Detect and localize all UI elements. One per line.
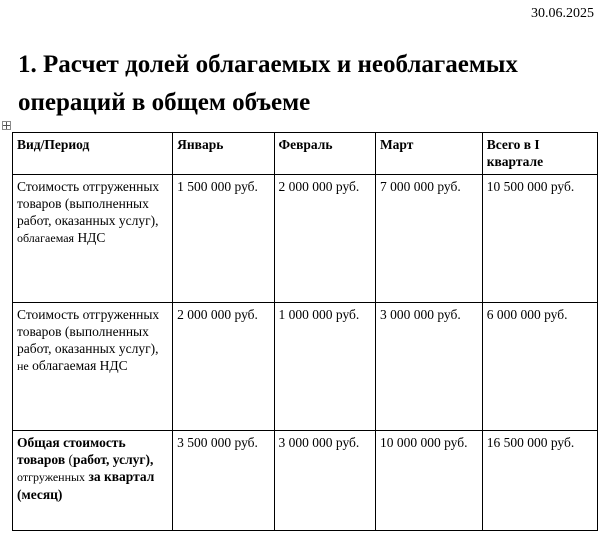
table-row-non-taxable: [13, 303, 598, 431]
cell-value: 3 000 000 руб.: [375, 303, 482, 431]
table-row-total: [13, 431, 598, 531]
header-february: Февраль: [274, 133, 375, 175]
row-label-tail: облагаемая НДС: [32, 358, 128, 373]
cell-value: 6 000 000 руб.: [482, 303, 597, 431]
row-label-main: Стоимость отгруженных товаров (выполненных работ, оказанных услуг),: [17, 307, 160, 356]
table-row-taxable: [13, 175, 598, 303]
header-march: Март: [375, 133, 482, 175]
header-january: Январь: [173, 133, 274, 175]
cell-value: 10 000 000 руб.: [375, 431, 482, 531]
header-type-period: Вид/Период: [13, 133, 173, 175]
cell-value: 10 500 000 руб.: [482, 175, 597, 303]
row-label-bold: за квартал (месяц): [17, 469, 155, 502]
row-label-normal: (: [68, 452, 73, 467]
row-label-tail: НДС: [77, 230, 106, 245]
cell-value: 1 000 000 руб.: [274, 303, 375, 431]
cell-value: 1 500 000 руб.: [173, 175, 274, 303]
table-move-handle-icon[interactable]: [2, 121, 11, 130]
document-date: 30.06.2025: [531, 6, 594, 21]
row-label-small: облагаемая: [17, 231, 75, 245]
header-quarter-total: Всего в I кварталe: [482, 133, 597, 175]
row-label-small: не: [17, 359, 29, 373]
cell-value: 3 500 000 руб.: [173, 431, 274, 531]
row-label-bold: Общая стоимость товаров: [17, 435, 126, 467]
cell-value: 16 500 000 руб.: [482, 431, 597, 531]
row-label-total: [13, 431, 173, 531]
row-label-taxable: [13, 175, 173, 303]
row-label-bold: работ, услуг),: [73, 452, 154, 467]
row-label-small: отгруженных: [17, 470, 86, 484]
cell-value: 7 000 000 руб.: [375, 175, 482, 303]
cell-value: 3 000 000 руб.: [274, 431, 375, 531]
cell-value: 2 000 000 руб.: [173, 303, 274, 431]
row-label-main: Стоимость отгруженных товаров (выполненных работ, оказанных услуг),: [17, 179, 160, 228]
section-heading: 1. Расчет долей облагаемых и необлагаемых операций в общем объеме: [18, 51, 518, 116]
table-header-row: [13, 133, 598, 175]
row-label-non-taxable: [13, 303, 173, 431]
shares-table: [12, 132, 598, 531]
cell-value: 2 000 000 руб.: [274, 175, 375, 303]
